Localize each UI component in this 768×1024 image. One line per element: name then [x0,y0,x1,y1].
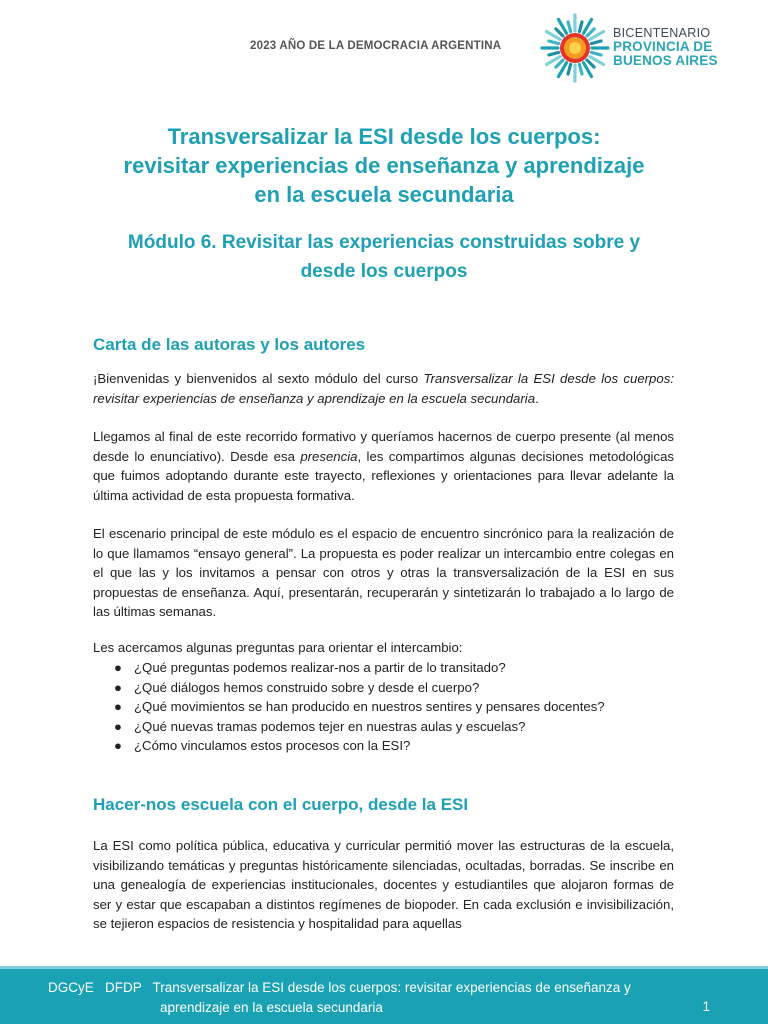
logo-line-bicentenario: BICENTENARIO [613,26,711,40]
module-title [60,228,708,286]
logo-ray [591,41,601,44]
questions-list [93,658,674,756]
section-heading-hacer-nos: Hacer-nos escuela con el cuerpo, desde la ESI [93,795,469,814]
paragraph-welcome [93,369,674,408]
course-name: Transversalizar la ESI desde los cuerpos: revisitar experiencias de enseñanza y aprendizaje en la escuela secundaria [93,371,674,406]
logo-ray [579,22,582,32]
list-item [93,697,674,717]
logo-ray [587,60,594,67]
logo-ray [549,52,559,55]
logo-ray [556,29,563,36]
logo-line-provincia: PROVINCIA DE [613,39,713,54]
logo-ray [587,29,594,36]
question-text: ¿Qué movimientos se han producido en nuestros sentires y pensares docentes? [134,699,605,715]
intro-text-a: Llegamos al final de este recorrido formativo y queríamos hacernos de cuerpo presente (al menos desde lo enunciativo). Desde esa [93,429,674,464]
logo-ray [549,41,559,44]
provincia-logo [539,12,611,84]
footer-line-2: aprendizaje en la escuela secundaria [160,1000,383,1015]
logo-ray [591,52,601,55]
title-line-1: Transversalizar la ESI desde los cuerpos: [167,124,601,149]
bullet-icon: ● [114,660,122,675]
footer-accent-line [0,966,768,969]
logo-ray [579,64,582,74]
welcome-end: . [535,390,539,406]
question-text: ¿Qué preguntas podemos realizar-nos a partir de lo transitado? [134,660,506,675]
logo-line-buenos-aires: BUENOS AIRES [613,53,718,68]
footer-text [48,978,631,1018]
header-tagline: 2023 AÑO DE LA DEMOCRACIA ARGENTINA [250,40,502,52]
section-heading-carta: Carta de las autoras y los autores [93,335,366,354]
module-line-1: Módulo 6. Revisitar las experiencias construidas sobre y [127,232,641,253]
bullet-icon: ● [114,699,122,715]
intro-text-b: , les compartimos algunas decisiones metodológicas que fuimos adoptando durante este trayecto, reflexiones y orientaciones para llevar adelante la última actividad de esta propuesta formativa. [93,448,674,503]
logo-text [613,26,718,68]
page-number: 1 [702,999,710,1014]
paragraph-esi: La ESI como política pública, educativa y curricular permitió mover las estructuras de la escuela, visibilizando temáticas y preguntas históricamente silenciadas, ocultadas, borradas. Se inscribe en una genealogía de experiencias institucionales, docentes y estudiantiles que alojaron formas de ser y estar que escapaban a distintos regímenes de biopoder. En cada exclusión e invisibilización, se tejieron espacios de resistencia y hospitalidad para aquellas [93,838,674,932]
module-line-2: desde los cuerpos [300,261,468,282]
document-title [60,122,708,209]
title-line-2: revisitar experiencias de enseñanza y aprendizaje [123,153,645,178]
question-text: ¿Qué nuevas tramas podemos tejer en nuestras aulas y escuelas? [134,718,526,734]
logo-ray [556,60,563,67]
bullet-icon: ● [114,718,122,734]
welcome-text: ¡Bienvenidas y bienvenidos al sexto módulo del curso [93,371,424,386]
paragraph-questions-intro: Les acercamos algunas preguntas para orientar el intercambio: [93,640,463,655]
bullet-icon: ● [114,738,122,754]
bullet-icon: ● [114,679,122,695]
list-item [93,658,674,678]
title-line-3: en la escuela secundaria [254,182,514,207]
intro-emphasis: presencia [300,448,358,464]
logo-ray [568,22,571,32]
list-item [93,717,674,737]
paragraph-intro [93,427,674,505]
list-item [93,678,674,698]
paragraph-escenario: El escenario principal de este módulo es el espacio de encuentro sincrónico para la realización de lo que llamamos “ensayo general”. La propuesta es poder realizar un intercambio entre colegas en el que las y los invitamos a pensar con otros y otras la transversalización de la ESI en sus propuestas de enseñanza. Aquí, presentarán, recuperarán y sintetizarán lo trabajado a lo largo de las últimas semanas. [93,526,674,620]
question-text: ¿Cómo vinculamos estos procesos con la ESI? [134,738,411,754]
logo-ray [568,64,571,74]
question-text: ¿Qué diálogos hemos construido sobre y desde el cuerpo? [134,679,480,695]
footer-line-1: DGCyE DFDP Transversalizar la ESI desde los cuerpos: revisitar experiencias de enseñanza y [48,980,631,995]
list-item [93,736,674,756]
